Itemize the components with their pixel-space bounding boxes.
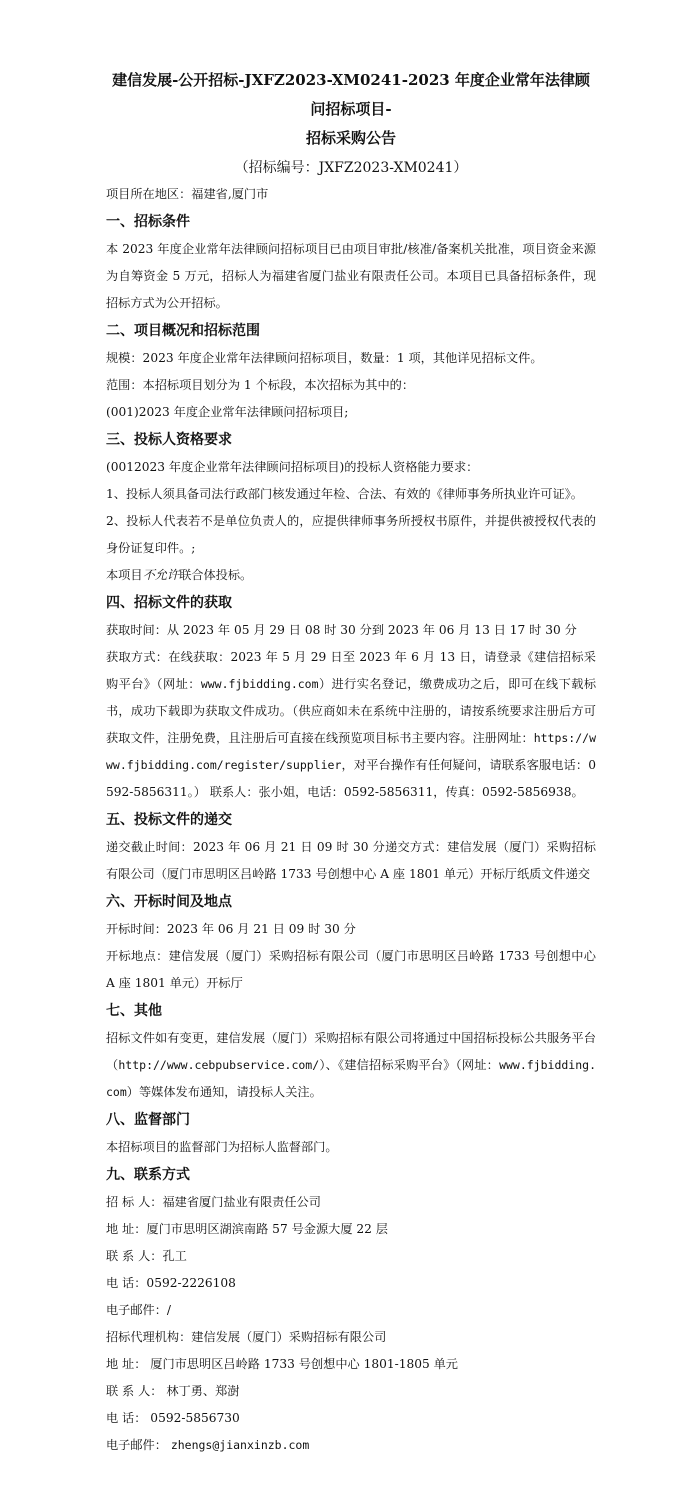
document-title-line-2: 招标采购公告 bbox=[305, 129, 396, 147]
register-url-link[interactable]: https://www.fjbidding.com/register/supplier bbox=[106, 731, 596, 772]
agency-address: 地 址： 厦门市思明区吕岭路 1733 号创想中心 1801-1805 单元 bbox=[106, 1357, 458, 1371]
qualification-requirement-1: 1、投标人须具备司法行政部门核发通过年检、合法、有效的《律师事务所执业许可证》。 bbox=[106, 487, 583, 501]
obtain-method bbox=[106, 644, 596, 806]
contact-phone: 电 话：0592-2226108 bbox=[106, 1276, 236, 1290]
project-scope: 范围：本招标项目划分为 1 个标段，本次招标为其中的： bbox=[106, 378, 415, 392]
bid-opening-place: 开标地点：建信发展（厦门）采购招标有限公司（厦门市思明区吕岭路 1733 号创想中心 A 座 1801 单元）开标厅 bbox=[106, 949, 596, 990]
contact-tenderer: 招 标 人：福建省厦门盐业有限责任公司 bbox=[106, 1195, 321, 1209]
agency-phone: 电 话： 0592-5856730 bbox=[106, 1411, 240, 1425]
section-heading-bidder-qualifications: 三、投标人资格要求 bbox=[106, 432, 232, 448]
consortium-emphasis: 不允许 bbox=[142, 568, 180, 582]
cebpubservice-url-link[interactable]: http://www.cebpubservice.com/ bbox=[118, 1058, 320, 1072]
section-heading-contact: 九、联系方式 bbox=[106, 1167, 190, 1183]
bid-opening-time: 开标时间：2023 年 06 月 21 日 09 时 30 分 bbox=[106, 922, 356, 936]
section-heading-project-overview: 二、项目概况和招标范围 bbox=[106, 323, 260, 339]
project-lot: (001)2023 年度企业常年法律顾问招标项目; bbox=[106, 405, 349, 419]
fjbidding-url-link[interactable]: www.fjbidding.com bbox=[106, 1058, 596, 1099]
document-title-line-1: 建信发展-公开招标-JXFZ2023-XM0241-2023 年度企业常年法律顾问招标项目- bbox=[112, 71, 590, 118]
agency-email-link[interactable]: zhengs@jianxinzb.com bbox=[170, 1438, 310, 1452]
section-heading-obtain-documents: 四、招标文件的获取 bbox=[106, 595, 232, 611]
qualification-requirement-2: 2、投标人代表若不是单位负责人的，应提供律师事务所授权书原件，并提供被授权代表的身份证复印件。; bbox=[106, 514, 596, 555]
obtain-method-suffix: ，对平台操作有任何疑问，请联系客服电话：0592-5856311。） 联系人：张小姐，电话：0592-5856311，传真：0592-5856938。 bbox=[106, 758, 596, 799]
section-heading-bid-submission: 五、投标文件的递交 bbox=[106, 812, 232, 828]
obtain-method-prefix: 获取方式：在线获取：2023 年 5 月 29 日至 2023 年 6 月 13 日，请登录《建信招标采购平台》（网址： bbox=[106, 650, 596, 691]
other-middle: ）、《建信招标采购平台》（网址： bbox=[319, 1058, 500, 1072]
obtain-method-middle: ）进行实名登记，缴费成功之后，即可在线下载标书，成功下载即为获取文件成功。（供应商如未在系统中注册的，请按系统要求注册后方可获取文件，注册免费，且注册后可直接在线预览项目标书主要内容。注册网址： bbox=[106, 677, 597, 745]
platform-url-link[interactable]: www.fjbidding.com bbox=[200, 677, 319, 691]
project-scale: 规模：2023 年度企业常年法律顾问招标项目，数量：1 项，其他详见招标文件。 bbox=[106, 351, 543, 365]
other-text bbox=[106, 1025, 596, 1106]
tender-number: （招标编号：JXFZ2023-XM0241） bbox=[234, 160, 468, 176]
consortium-suffix: 联合体投标。 bbox=[179, 568, 253, 582]
consortium-prefix: 本项目 bbox=[106, 568, 143, 582]
agency-email-label: 电子邮件： bbox=[106, 1438, 171, 1452]
section-heading-bid-opening: 六、开标时间及地点 bbox=[106, 894, 232, 910]
obtain-time: 获取时间：从 2023 年 05 月 29 日 08 时 30 分到 2023 年 06 月 13 日 17 时 30 分 bbox=[106, 623, 577, 637]
agency-name: 招标代理机构：建信发展（厦门）采购招标有限公司 bbox=[106, 1330, 387, 1344]
contact-email: 电子邮件：/ bbox=[106, 1303, 172, 1317]
other-suffix: ）等媒体发布通知，请投标人关注。 bbox=[126, 1085, 322, 1099]
agency-contact: 联 系 人： 林丁勇、郑澍 bbox=[106, 1384, 240, 1398]
consortium-statement bbox=[106, 562, 596, 589]
section-heading-other: 七、其他 bbox=[106, 1003, 162, 1019]
project-location: 项目所在地区：福建省,厦门市 bbox=[106, 187, 269, 201]
supervision-text: 本招标项目的监督部门为招标人监督部门。 bbox=[106, 1140, 338, 1154]
section-heading-supervision: 八、监督部门 bbox=[106, 1112, 190, 1128]
other-prefix: 招标文件如有变更，建信发展（厦门）采购招标有限公司将通过中国招标投标公共服务平台（ bbox=[106, 1031, 596, 1072]
agency-email bbox=[106, 1432, 596, 1459]
section-heading-tender-conditions: 一、招标条件 bbox=[106, 214, 190, 230]
contact-address: 地 址：厦门市思明区湖滨南路 57 号金源大厦 22 层 bbox=[106, 1222, 388, 1236]
contact-person: 联 系 人：孔工 bbox=[106, 1249, 187, 1263]
qualification-intro: (0012023 年度企业常年法律顾问招标项目)的投标人资格能力要求： bbox=[106, 460, 479, 474]
document-title bbox=[106, 66, 596, 153]
bid-submission-text: 递交截止时间：2023 年 06 月 21 日 09 时 30 分递交方式：建信发展（厦门）采购招标有限公司（厦门市思明区吕岭路 1733 号创想中心 A 座 1801 单元）开标厅纸质文件递交 bbox=[106, 840, 596, 881]
tender-conditions-text: 本 2023 年度企业常年法律顾问招标项目已由项目审批/核准/备案机关批准，项目资金来源为自筹资金 5 万元，招标人为福建省厦门盐业有限责任公司。本项目已具备招标条件，现招标方式为公开招标。 bbox=[106, 242, 596, 310]
